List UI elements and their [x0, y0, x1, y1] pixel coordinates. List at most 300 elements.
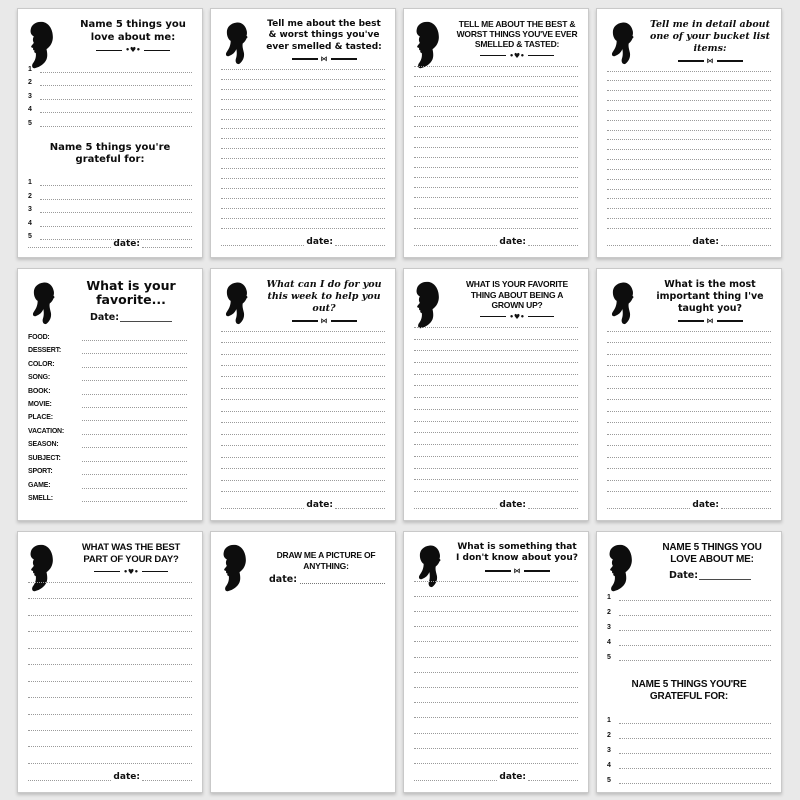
- writing-line: [221, 89, 385, 90]
- list-label: 3: [607, 624, 611, 631]
- page-title: Tell me about the best & worst things you've ever smelled & tasted:: [266, 19, 382, 52]
- divider-line: [678, 320, 704, 322]
- heart-icon: •♥•: [123, 567, 139, 576]
- writing-line: [607, 110, 771, 111]
- writing-line: [221, 422, 385, 423]
- writing-line: [82, 447, 187, 448]
- divider-line: [717, 320, 743, 322]
- writing-line: [414, 672, 578, 673]
- writing-line: [414, 385, 578, 386]
- writing-line: [607, 179, 771, 180]
- writing-line: [414, 397, 578, 398]
- writing-line: [28, 730, 192, 731]
- writing-lines: [414, 327, 578, 492]
- page-best-worst-smelled-tasted: [210, 8, 396, 258]
- date-field: [414, 238, 578, 246]
- list-label: 1: [607, 717, 611, 724]
- date-label: date:: [499, 500, 526, 510]
- writing-lines: [221, 331, 385, 492]
- writing-lines: [607, 331, 771, 492]
- page-what-is-your-favorite: [17, 268, 203, 521]
- numbered-list: [607, 586, 771, 661]
- list-row: [607, 754, 771, 769]
- list-row: [607, 709, 771, 724]
- heart-divider: [70, 569, 192, 575]
- list-label: BOOK:: [28, 387, 51, 395]
- writing-lines: [607, 71, 771, 229]
- writing-line: [607, 491, 771, 492]
- writing-line: [607, 457, 771, 458]
- writing-line: [82, 474, 187, 475]
- writing-line: [221, 480, 385, 481]
- writing-line: [619, 660, 771, 661]
- page-bucket-list-item: [596, 8, 782, 258]
- list-label: SMELL:: [28, 495, 53, 502]
- list-label: 4: [28, 106, 32, 113]
- page-name-5-things: [17, 8, 203, 258]
- page-title: WHAT WAS THE BEST PART OF YOUR DAY?: [81, 542, 181, 565]
- list-label: 3: [607, 747, 611, 754]
- writing-line: [414, 748, 578, 749]
- writing-line: [28, 681, 192, 682]
- writing-line: [607, 399, 771, 400]
- short-hair-cameo-icon: [604, 19, 642, 73]
- page-grown-up: [403, 268, 589, 521]
- list-row: [28, 86, 192, 100]
- writing-line: [607, 376, 771, 377]
- divider-line: [144, 50, 170, 51]
- date-field: [267, 576, 385, 584]
- list-row: [28, 478, 192, 489]
- list-row: [607, 724, 771, 739]
- writing-line: [607, 508, 690, 509]
- writing-line: [414, 479, 578, 480]
- writing-line: [221, 331, 385, 332]
- writing-line: [414, 687, 578, 688]
- woman-bun-cameo-icon: [25, 19, 63, 73]
- page-draw-me-a-picture: [210, 531, 396, 793]
- date-field: [28, 773, 192, 781]
- page-title: DRAW ME A PICTURE OF ANYTHING:: [276, 550, 376, 571]
- date-label: date:: [499, 237, 526, 247]
- page-title: What is something that I don't know about you?: [456, 542, 578, 564]
- writing-line: [28, 582, 192, 583]
- writing-line: [721, 508, 771, 509]
- writing-line: [221, 119, 385, 120]
- woman-bun-cameo-icon: [411, 279, 449, 333]
- date-field: [607, 501, 771, 509]
- writing-line: [221, 99, 385, 100]
- writing-line: [82, 501, 187, 502]
- writing-line: [414, 187, 578, 188]
- date-label: date:: [306, 237, 333, 247]
- writing-line: [221, 128, 385, 129]
- writing-line: [607, 468, 771, 469]
- writing-line: [414, 245, 497, 246]
- writing-line: [414, 657, 578, 658]
- divider-line: [524, 570, 550, 572]
- date-blank-line: [120, 321, 172, 322]
- writing-line: [414, 66, 578, 67]
- divider-line: [528, 55, 554, 56]
- page-help-you-out: [210, 268, 396, 521]
- writing-line: [414, 491, 578, 492]
- page-subtitle: Name 5 things you're grateful for:: [49, 141, 171, 165]
- writing-line: [414, 116, 578, 117]
- list-row: [607, 601, 771, 616]
- writing-line: [414, 456, 578, 457]
- writing-line: [414, 339, 578, 340]
- writing-line: [82, 340, 187, 341]
- list-label: 5: [28, 233, 32, 240]
- writing-line: [28, 615, 192, 616]
- page-taught-you: [596, 268, 782, 521]
- short-hair-cameo-icon: [604, 279, 642, 333]
- writing-line: [414, 76, 578, 77]
- date-label: Date:: [89, 311, 120, 323]
- date-label: date:: [306, 500, 333, 510]
- list-label: 5: [607, 777, 611, 784]
- divider-line: [480, 55, 506, 56]
- list-row: [28, 424, 192, 435]
- writing-line: [414, 197, 578, 198]
- list-label: GAME:: [28, 481, 51, 489]
- date-label: date:: [692, 237, 719, 247]
- page-title: What can I do for you this week to help you out?: [266, 279, 382, 314]
- writing-line: [28, 780, 111, 781]
- list-row: [28, 464, 192, 475]
- page-title: What is your favorite...: [86, 278, 176, 308]
- date-label: date:: [269, 574, 297, 586]
- list-label: VACATION:: [28, 427, 65, 435]
- list-row: [607, 739, 771, 754]
- writing-line: [82, 353, 187, 354]
- list-row: [607, 646, 771, 661]
- list-label: DESSERT:: [28, 347, 62, 355]
- writing-line: [221, 354, 385, 355]
- writing-line: [82, 434, 187, 435]
- writing-line: [607, 354, 771, 355]
- date-label: date:: [113, 772, 140, 782]
- divider-line: [331, 58, 357, 60]
- writing-line: [414, 374, 578, 375]
- writing-line: [607, 120, 771, 121]
- list-row: [28, 384, 192, 395]
- date-field: [28, 240, 192, 248]
- writing-line: [414, 763, 578, 764]
- drawing-area: [221, 584, 385, 784]
- writing-line: [221, 79, 385, 80]
- date-label: date:: [499, 772, 526, 782]
- writing-line: [82, 461, 187, 462]
- list-label: 2: [28, 192, 32, 200]
- writing-line: [82, 420, 187, 421]
- date-label: date:: [113, 239, 140, 249]
- writing-line: [335, 245, 385, 246]
- writing-line: [28, 598, 192, 599]
- heart-divider: [74, 47, 192, 53]
- date-blank-line: [300, 583, 385, 584]
- list-label: MOVIE:: [28, 400, 52, 408]
- writing-line: [82, 488, 187, 489]
- list-label: 5: [28, 119, 32, 127]
- bow-icon: ⋈: [513, 566, 521, 575]
- writing-line: [414, 228, 578, 229]
- writing-line: [528, 245, 578, 246]
- numbered-list: [28, 173, 192, 241]
- writing-line: [414, 444, 578, 445]
- list-label: 4: [607, 762, 611, 769]
- divider-line: [717, 60, 743, 62]
- bow-icon: ⋈: [320, 54, 328, 63]
- writing-line: [607, 90, 771, 91]
- list-label: 2: [607, 732, 611, 739]
- writing-line: [221, 228, 385, 229]
- date-label: date:: [692, 500, 719, 510]
- list-row: [28, 200, 192, 214]
- writing-lines: [28, 582, 192, 764]
- writing-line: [414, 611, 578, 612]
- list-label: 4: [607, 639, 611, 646]
- writing-line: [28, 697, 192, 698]
- writing-line: [142, 780, 192, 781]
- list-row: [28, 370, 192, 381]
- writing-line: [607, 365, 771, 366]
- page-title: WHAT IS YOUR FAVORITE THING ABOUT BEING A GROWN UP?: [465, 279, 569, 311]
- divider-line: [96, 50, 122, 51]
- writing-line: [221, 138, 385, 139]
- writing-line: [28, 763, 192, 764]
- writing-line: [607, 100, 771, 101]
- date-field: [221, 501, 385, 509]
- bow-divider: [649, 58, 771, 64]
- writing-line: [414, 177, 578, 178]
- page-best-part-of-day: [17, 531, 203, 793]
- bow-icon: ⋈: [706, 316, 714, 325]
- writing-line: [28, 714, 192, 715]
- woman-bun-cameo-icon: [604, 542, 642, 596]
- writing-line: [607, 159, 771, 160]
- list-row: [607, 631, 771, 646]
- writing-line: [414, 362, 578, 363]
- writing-line: [607, 189, 771, 190]
- list-row: [28, 491, 192, 502]
- writing-line: [607, 139, 771, 140]
- list-label: 4: [28, 219, 32, 227]
- writing-line: [221, 218, 385, 219]
- numbered-list: [607, 709, 771, 784]
- list-label: 1: [28, 179, 32, 186]
- writing-line: [28, 746, 192, 747]
- list-row: [28, 113, 192, 127]
- writing-line: [414, 86, 578, 87]
- divider-line: [94, 571, 120, 572]
- list-row: [28, 451, 192, 462]
- bow-divider: [649, 318, 771, 324]
- writing-line: [82, 407, 187, 408]
- writing-line: [607, 342, 771, 343]
- writing-lines: [414, 66, 578, 229]
- writing-line: [414, 432, 578, 433]
- writing-line: [221, 148, 385, 149]
- divider-line: [678, 60, 704, 62]
- writing-line: [221, 245, 304, 246]
- list-label: SPORT:: [28, 468, 53, 476]
- writing-line: [607, 130, 771, 131]
- page-title: TELL ME ABOUT THE BEST & WORST THINGS YOU'VE EVER SMELLED & TASTED:: [456, 19, 578, 50]
- writing-line: [414, 106, 578, 107]
- writing-line: [221, 208, 385, 209]
- writing-line: [414, 218, 578, 219]
- divider-line: [142, 571, 168, 572]
- heart-divider: [456, 53, 578, 59]
- page-subtitle: NAME 5 THINGS YOU'RE GRATEFUL FOR:: [631, 679, 747, 702]
- writing-line: [607, 208, 771, 209]
- writing-line: [40, 126, 192, 127]
- list-row: [28, 173, 192, 187]
- date-field: [221, 238, 385, 246]
- writing-line: [221, 342, 385, 343]
- writing-line: [414, 780, 497, 781]
- writing-line: [528, 780, 578, 781]
- list-label: 2: [28, 79, 32, 86]
- writing-line: [607, 445, 771, 446]
- short-hair-cameo-icon: [218, 19, 256, 73]
- writing-line: [414, 596, 578, 597]
- date-field: [414, 773, 578, 781]
- list-row: [28, 227, 192, 241]
- writing-line: [414, 641, 578, 642]
- divider-line: [331, 320, 357, 322]
- date-field: [70, 313, 192, 322]
- writing-line: [607, 218, 771, 219]
- list-label: 2: [607, 609, 611, 616]
- short-hair-cameo-icon: [25, 279, 63, 333]
- writing-line: [528, 508, 578, 509]
- writing-line: [221, 411, 385, 412]
- writing-line: [607, 198, 771, 199]
- heart-divider: [456, 314, 578, 320]
- writing-line: [607, 331, 771, 332]
- writing-line: [607, 169, 771, 170]
- writing-line: [607, 245, 690, 246]
- writing-line: [607, 388, 771, 389]
- page-title: Tell me in detail about one of your bucket list items:: [649, 19, 770, 54]
- writing-line: [221, 109, 385, 110]
- date-field: [649, 571, 771, 580]
- list-label: 1: [607, 594, 611, 601]
- list-label: 5: [607, 654, 611, 661]
- page-name-5-things-caps: [596, 531, 782, 793]
- writing-line: [414, 126, 578, 127]
- writing-lines: [414, 581, 578, 765]
- writing-line: [221, 508, 304, 509]
- heart-icon: •♥•: [509, 312, 525, 321]
- writing-line: [414, 208, 578, 209]
- writing-line: [414, 733, 578, 734]
- list-label: SUBJECT:: [28, 454, 61, 462]
- list-row: [28, 437, 192, 448]
- writing-line: [414, 468, 578, 469]
- writing-line: [335, 508, 385, 509]
- writing-line: [28, 664, 192, 665]
- writing-line: [414, 421, 578, 422]
- list-row: [28, 410, 192, 421]
- writing-line: [82, 367, 187, 368]
- divider-line: [292, 320, 318, 322]
- divider-line: [480, 316, 506, 317]
- list-label: SEASON:: [28, 441, 59, 449]
- writing-line: [221, 198, 385, 199]
- list-row: [28, 100, 192, 114]
- list-label: 3: [28, 206, 32, 213]
- heart-icon: •♥•: [125, 46, 141, 54]
- list-label: 3: [28, 92, 32, 100]
- page-something-i-dont-know: [403, 531, 589, 793]
- writing-line: [607, 411, 771, 412]
- writing-line: [82, 394, 187, 395]
- bow-divider: [263, 56, 385, 62]
- writing-line: [414, 409, 578, 410]
- list-row: [28, 397, 192, 408]
- writing-line: [221, 445, 385, 446]
- bow-divider: [456, 568, 578, 574]
- writing-line: [607, 228, 771, 229]
- divider-line: [292, 58, 318, 60]
- list-label: 1: [28, 65, 32, 73]
- divider-line: [485, 570, 511, 572]
- list-row: [28, 213, 192, 227]
- writing-line: [414, 167, 578, 168]
- page-title: NAME 5 THINGS YOU LOVE ABOUT ME:: [662, 542, 762, 565]
- writing-line: [414, 327, 578, 328]
- writing-line: [221, 365, 385, 366]
- writing-line: [221, 178, 385, 179]
- list-row: [28, 357, 192, 368]
- page-best-worst-smelled-tasted-caps: [403, 8, 589, 258]
- writing-line: [607, 71, 771, 72]
- page-title: Name 5 things you love about me:: [80, 19, 186, 43]
- list-row: [607, 769, 771, 784]
- writing-line: [414, 147, 578, 148]
- date-label: Date:: [668, 570, 699, 581]
- date-field: [607, 238, 771, 246]
- date-field: [414, 501, 578, 509]
- bow-divider: [263, 318, 385, 324]
- list-label: COLOR:: [28, 360, 55, 368]
- writing-line: [414, 508, 497, 509]
- list-row: [28, 186, 192, 200]
- writing-line: [28, 648, 192, 649]
- writing-line: [414, 717, 578, 718]
- writing-line: [221, 399, 385, 400]
- heart-icon: •♥•: [509, 51, 525, 60]
- writing-lines: [221, 69, 385, 229]
- writing-line: [28, 631, 192, 632]
- writing-line: [607, 434, 771, 435]
- writing-line: [607, 149, 771, 150]
- writing-line: [607, 80, 771, 81]
- list-row: [607, 616, 771, 631]
- writing-line: [607, 480, 771, 481]
- list-label: FOOD:: [28, 333, 50, 341]
- writing-line: [221, 69, 385, 70]
- writing-line: [221, 188, 385, 189]
- writing-line: [607, 422, 771, 423]
- writing-line: [414, 702, 578, 703]
- writing-line: [221, 457, 385, 458]
- writing-line: [28, 247, 111, 248]
